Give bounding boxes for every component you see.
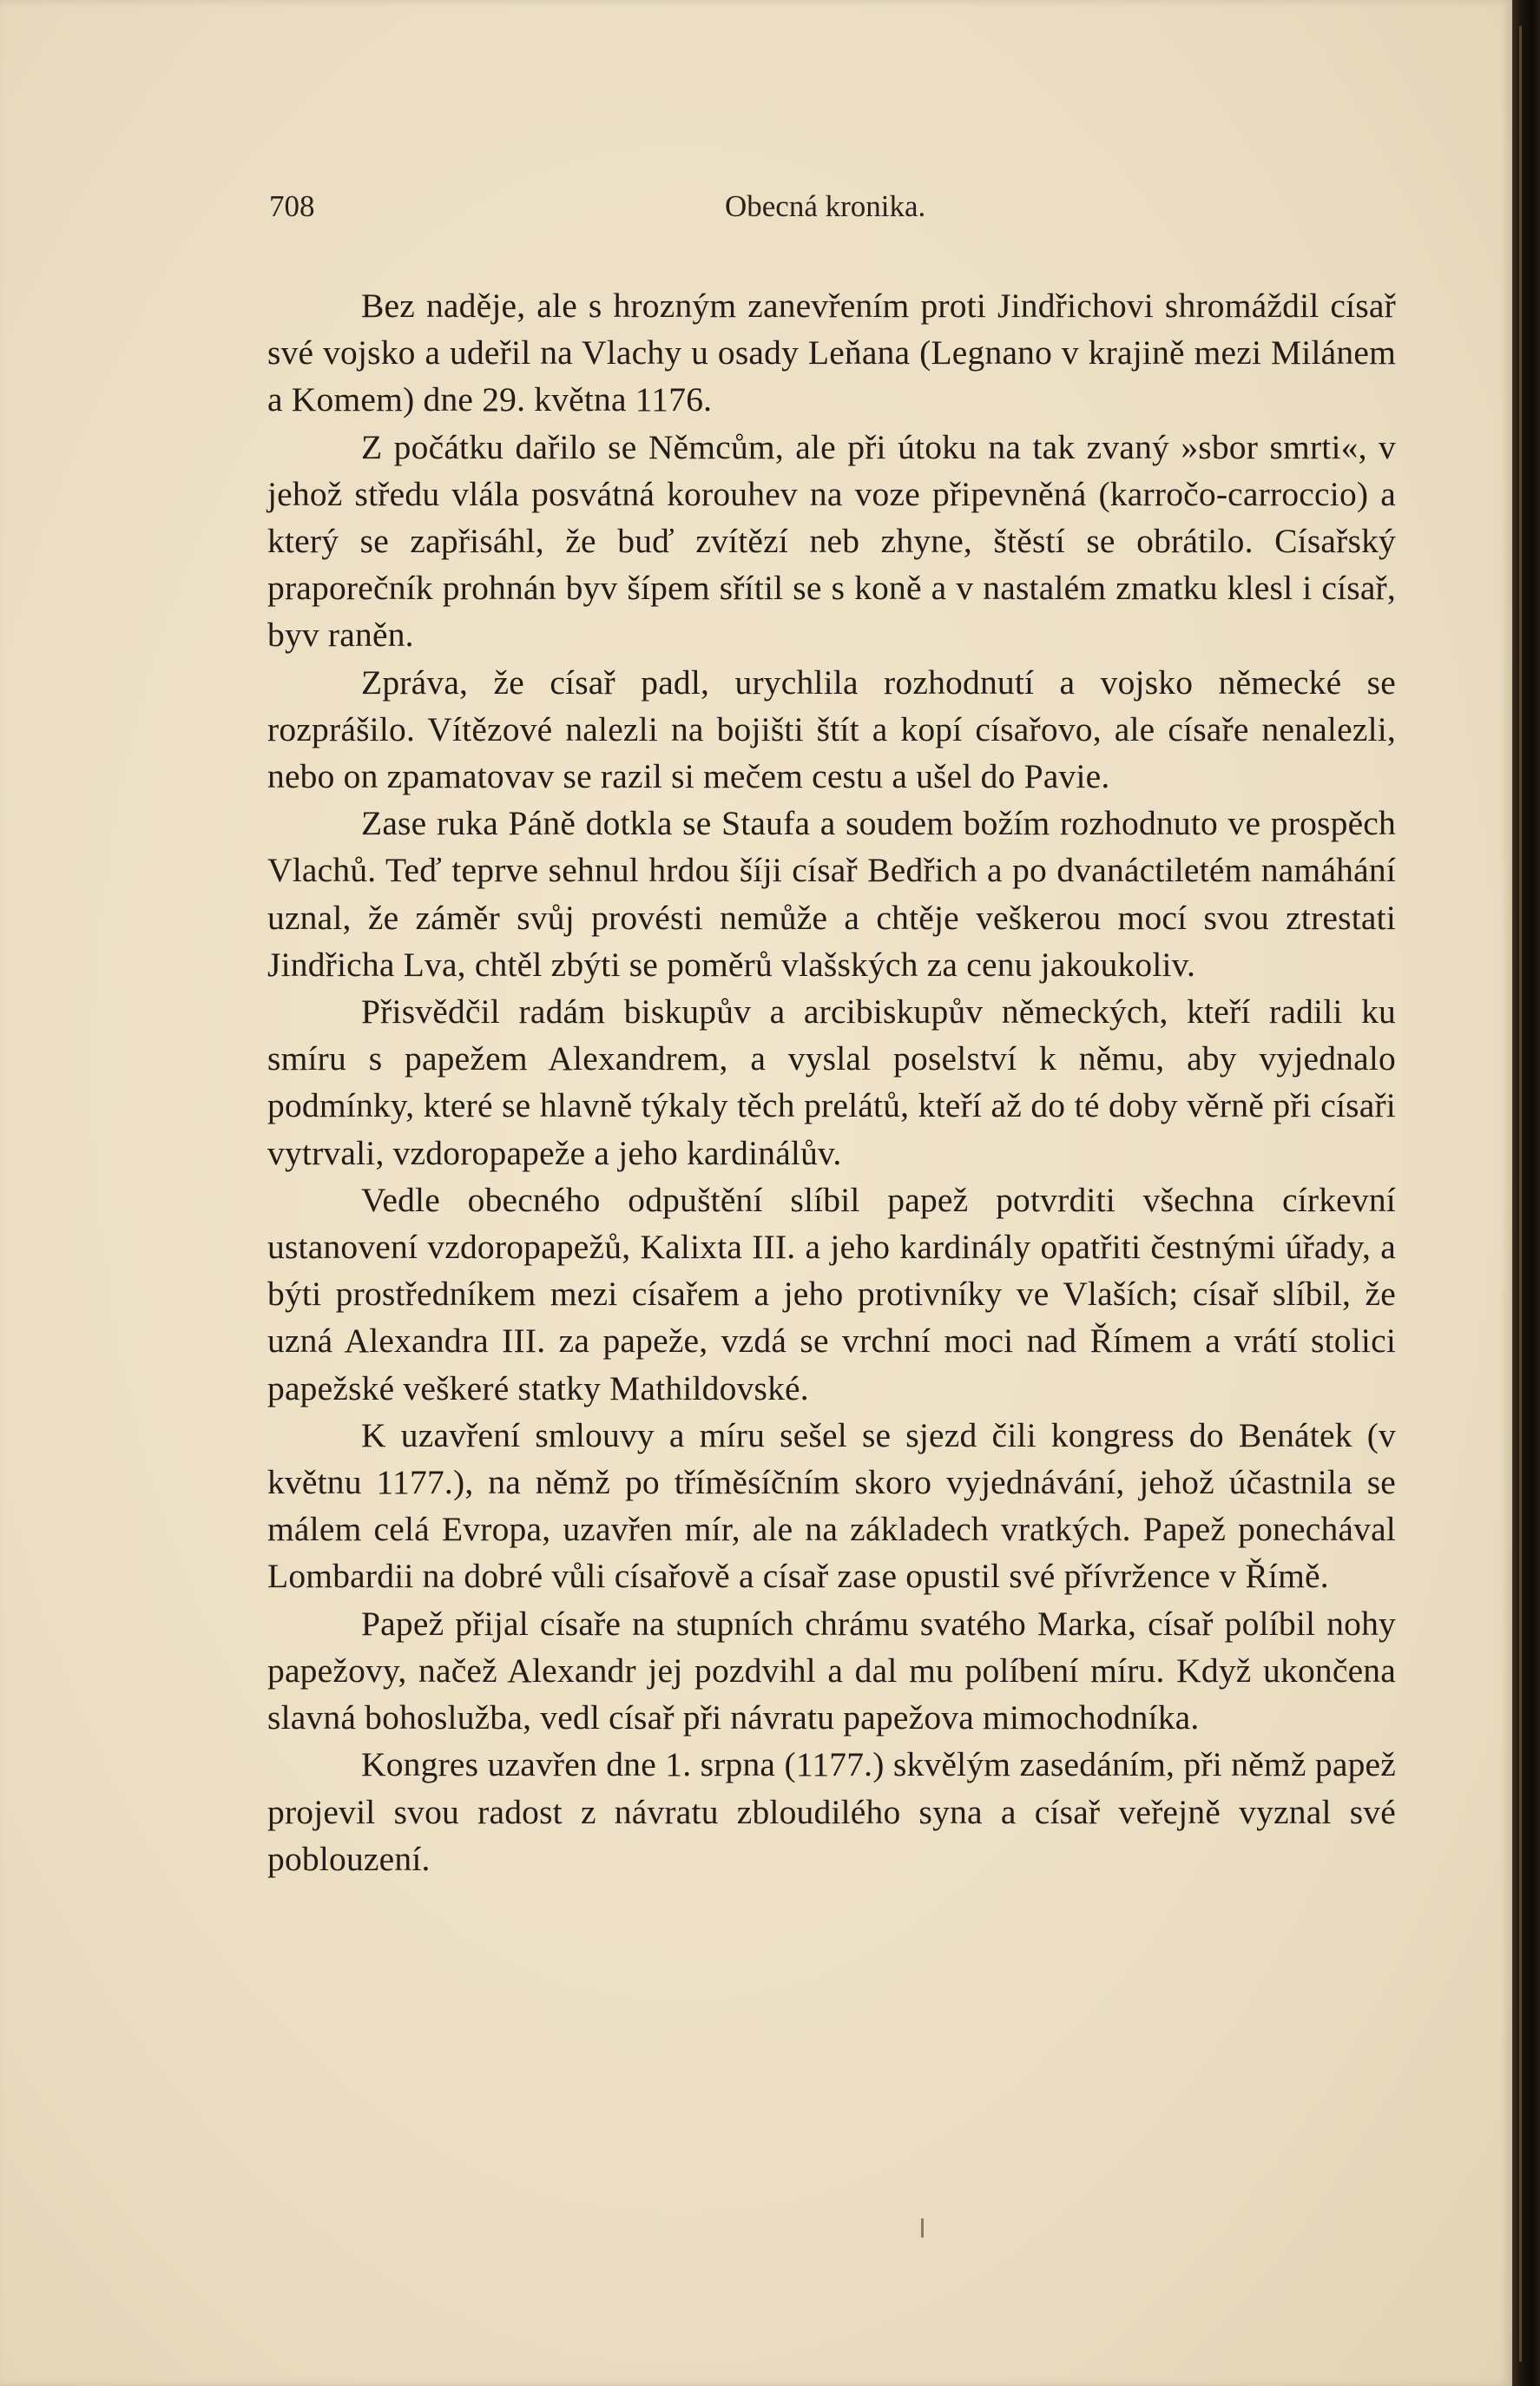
print-mark <box>921 2218 924 2238</box>
running-head: Obecná kronika. <box>725 189 926 223</box>
body-text <box>267 282 1396 1882</box>
spine-line <box>1519 26 1522 2362</box>
paragraph: Bez naděje, ale s hrozným zanevřením proti Jindřichovi shromáždil císař své vojsko a udeřil na Vlachy u osady Leňana (Legnano v krajině mezi Milánem a Komem) dne 29. května 1176. <box>267 287 1396 419</box>
paragraph: Zase ruka Páně dotkla se Staufa a soudem božím rozhodnuto ve prospěch Vlachů. Teď teprve sehnul hrdou šíji císař Bedřich a po dvanáctiletém namáhání uznal, že záměr svůj provésti nemůže a chtěje veškerou mocí svou ztrestati Jindřicha Lva, chtěl zbýti se poměrů vlašských za cenu jakoukoliv. <box>267 804 1396 984</box>
paragraph: Vedle obecného odpuštění slíbil papež potvrditi všechna církevní ustanovení vzdoropapežů, Kalixta III. a jeho kardinály opatřiti čestnými úřady, a býti prostředníkem mezi císařem a jeho protivníky ve Vlaších; císař slíbil, že uzná Alexandra III. za papeže, vzdá se vrchní moci nad Římem a vrátí stolici papežské veškeré statky Mathildovské. <box>267 1180 1396 1407</box>
page-header <box>269 189 1398 233</box>
paragraph: Kongres uzavřen dne 1. srpna (1177.) skvělým zasedáním, při němž papež projevil svou radost z návratu zbloudilého syna a císař veřejně vyznal své poblouzení. <box>267 1745 1396 1878</box>
paragraph: K uzavření smlouvy a míru sešel se sjezd čili kongress do Benátek (v květnu 1177.), na němž po tříměsíčním skoro vyjednávání, jehož účastnila se málem celá Evropa, uzavřen mír, ale na základech vratkých. Papež ponechával Lombardii na dobré vůli císařově a císař zase opustil své přívržence v Římě. <box>267 1415 1396 1596</box>
book-spine-edge <box>1512 0 1540 2386</box>
paragraph: Papež přijal císaře na stupních chrámu svatého Marka, císař políbil nohy papežovy, načež Alexandr jej pozdvihl a dal mu políbení míru. Když ukončena slavná bohoslužba, vedl císař při návratu papežova mimochodníka. <box>267 1604 1396 1737</box>
paragraph: Přisvědčil radám biskupův a arcibiskupův německých, kteří radili ku smíru s papežem Alexandrem, a vyslal poselství k němu, aby vyjednalo podmínky, které se hlavně týkaly těch prelátů, kteří až do té doby věrně při císaři vytrvali, vzdoropapeže a jeho kardinálův. <box>267 992 1396 1172</box>
paragraph: Zpráva, že císař padl, urychlila rozhodnutí a vojsko německé se rozprášilo. Vítězové nalezli na bojišti štít a kopí císařovo, ale císaře nenalezli, nebo on zpamatovav se razil si mečem cestu a ušel do Pavie. <box>267 662 1396 796</box>
paragraph: Z počátku dařilo se Němcům, ale při útoku na tak zvaný »sbor smrti«, v jehož středu vlála posvátná korouhev na voze připevněná (karročo-carroccio) a který se zapřisáhl, že buď zvítězí neb zhyne, štěstí se obrátilo. Císařský praporečník prohnán byv šípem sřítil se s koně a v nastalém zmatku klesl i císař, byv raněn. <box>267 427 1396 655</box>
page-number: 708 <box>269 189 315 223</box>
